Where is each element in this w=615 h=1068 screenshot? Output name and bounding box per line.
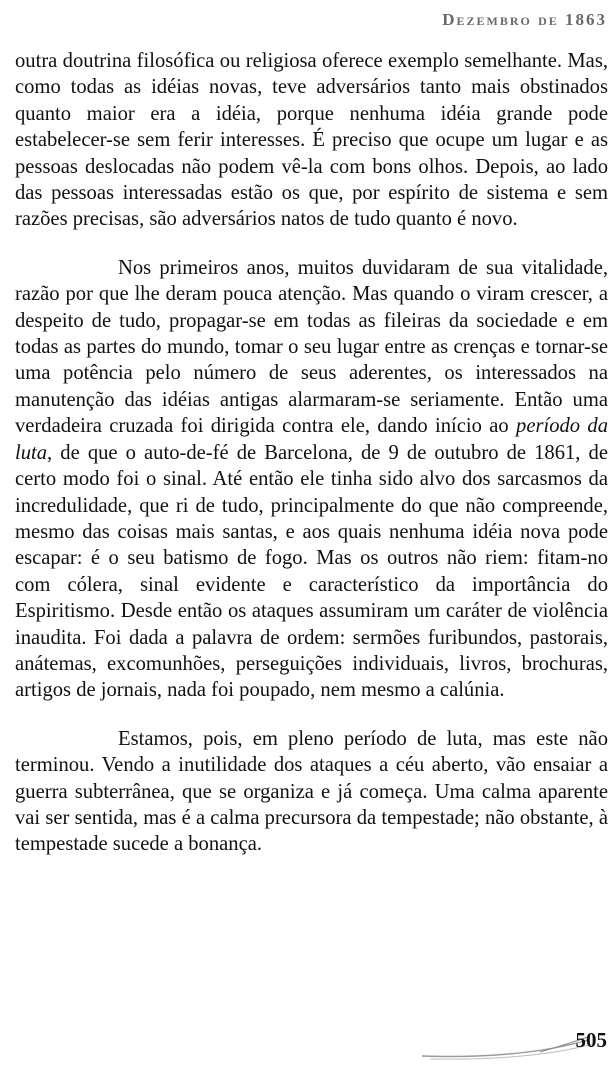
text-segment: Estamos, pois, em pleno período de luta, mas este não terminou. Vendo a inutilidade dos ataques a céu aberto, vão ensaiar a guerra subterrânea, que se organiza e já começa. Uma calma aparente vai ser sentida, mas é a calma precursora da tempestade; não obstante, à tempestade sucede a bonança. (15, 727, 608, 856)
paragraph (15, 255, 608, 704)
paragraph (15, 48, 608, 233)
text-segment: , de que o auto-de-fé de Barcelona, de 9 de outubro de 1861, de certo modo foi o sinal. Até então ele tinha sido alvo dos sarcasmos da incredulidade, que ri de tudo, principalmente do que não compreende, mesmo das coisas mais santas, e aos quais nenhuma idéia nova pode escapar: é o seu batismo de fogo. Mas os outros não riem: fitam-no com cólera, sinal evidente e característico da importância do Espiritismo. Desde então os ataques assumiram um caráter de violência inaudita. Foi dada a palavra de ordem: sermões furibundos, pastorais, anátemas, excomunhões, perseguições individuais, livros, brochuras, artigos de jornais, nada foi poupado, nem mesmo a calúnia. (15, 441, 608, 702)
running-header: Dezembro de 1863 (442, 10, 607, 29)
page-number: 505 (575, 1028, 607, 1052)
text-segment: outra doutrina filosófica ou religiosa oferece exemplo semelhante. Mas, como todas as idéias novas, teve adversários tanto mais obstinados quanto maior era a idéia, porque nenhuma idéia grande pode estabelecer-se sem ferir interesses. É preciso que ocupe um lugar e as pessoas deslocadas não podem vê-la com bons olhos. Depois, ao lado das pessoas interessadas estão os que, por espírito de sistema e sem razões precisas, são adversários natos de tudo quanto é novo. (15, 50, 608, 231)
text-segment: Nos primeiros anos, muitos duvidaram de sua vitalidade, razão por que lhe deram pouca atenção. Mas quando o viram crescer, a despeito de tudo, propagar-se em todas as fileiras da sociedade e em todas as partes do mundo, tomar o seu lugar entre as crenças e tornar-se uma potência pelo número de seus aderentes, os interessados na manutenção das idéias antigas alarmaram-se seriamente. Então uma verdadeira cruzada foi dirigida contra ele, dando início ao (15, 256, 608, 438)
italic-phrase: período da luta (15, 415, 608, 464)
body-text (15, 48, 608, 858)
paragraph (15, 726, 608, 858)
